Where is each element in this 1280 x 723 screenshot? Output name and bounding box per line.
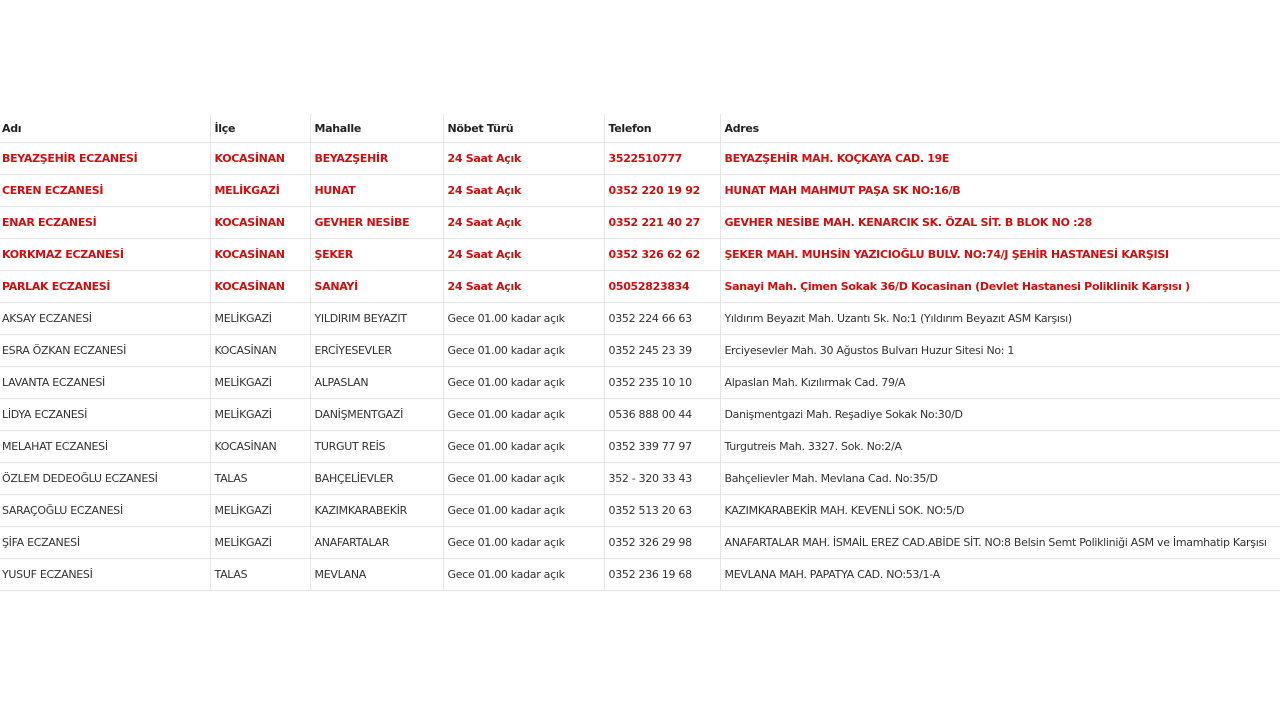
pharmacy-table-container: [0, 114, 1280, 591]
phone-cell: 0352 245 23 39: [604, 335, 720, 367]
table-body: [0, 143, 1280, 591]
table-row: [0, 271, 1280, 303]
address-cell: Danişmentgazi Mah. Reşadiye Sokak No:30/D: [720, 399, 1280, 431]
district-cell: MELİKGAZİ: [210, 303, 310, 335]
pharmacy-name-cell: MELAHAT ECZANESİ: [0, 431, 210, 463]
phone-cell: 0352 221 40 27: [604, 207, 720, 239]
phone-cell: 0352 339 77 97: [604, 431, 720, 463]
pharmacy-table: [0, 114, 1280, 591]
pharmacy-name-cell: ENAR ECZANESİ: [0, 207, 210, 239]
column-header-phone: Telefon: [604, 114, 720, 143]
address-cell: HUNAT MAH MAHMUT PAŞA SK NO:16/B: [720, 175, 1280, 207]
duty-type-cell: Gece 01.00 kadar açık: [443, 431, 604, 463]
district-cell: KOCASİNAN: [210, 431, 310, 463]
table-row: [0, 303, 1280, 335]
pharmacy-name-cell: ESRA ÖZKAN ECZANESİ: [0, 335, 210, 367]
district-cell: KOCASİNAN: [210, 239, 310, 271]
phone-cell: 352 - 320 33 43: [604, 463, 720, 495]
neighborhood-cell: SANAYİ: [310, 271, 443, 303]
pharmacy-name-cell: AKSAY ECZANESİ: [0, 303, 210, 335]
neighborhood-cell: ERCİYESEVLER: [310, 335, 443, 367]
address-cell: MEVLANA MAH. PAPATYA CAD. NO:53/1-A: [720, 559, 1280, 591]
duty-type-cell: 24 Saat Açık: [443, 271, 604, 303]
district-cell: MELİKGAZİ: [210, 367, 310, 399]
duty-type-cell: 24 Saat Açık: [443, 143, 604, 175]
table-row: [0, 367, 1280, 399]
pharmacy-name-cell: BEYAZŞEHİR ECZANESİ: [0, 143, 210, 175]
neighborhood-cell: YILDIRIM BEYAZIT: [310, 303, 443, 335]
duty-type-cell: 24 Saat Açık: [443, 239, 604, 271]
district-cell: MELİKGAZİ: [210, 175, 310, 207]
table-row: [0, 463, 1280, 495]
neighborhood-cell: TURGUT REİS: [310, 431, 443, 463]
pharmacy-name-cell: LİDYA ECZANESİ: [0, 399, 210, 431]
district-cell: MELİKGAZİ: [210, 495, 310, 527]
duty-type-cell: 24 Saat Açık: [443, 175, 604, 207]
phone-cell: 0352 236 19 68: [604, 559, 720, 591]
address-cell: Alpaslan Mah. Kızılırmak Cad. 79/A: [720, 367, 1280, 399]
neighborhood-cell: ALPASLAN: [310, 367, 443, 399]
neighborhood-cell: HUNAT: [310, 175, 443, 207]
neighborhood-cell: MEVLANA: [310, 559, 443, 591]
duty-type-cell: Gece 01.00 kadar açık: [443, 559, 604, 591]
table-row: [0, 495, 1280, 527]
table-row: [0, 335, 1280, 367]
table-row: [0, 527, 1280, 559]
address-cell: Turgutreis Mah. 3327. Sok. No:2/A: [720, 431, 1280, 463]
table-row: [0, 143, 1280, 175]
address-cell: ŞEKER MAH. MUHSİN YAZICIOĞLU BULV. NO:74/J ŞEHİR HASTANESİ KARŞISI: [720, 239, 1280, 271]
pharmacy-name-cell: ÖZLEM DEDEOĞLU ECZANESİ: [0, 463, 210, 495]
column-header-address: Adres: [720, 114, 1280, 143]
duty-type-cell: Gece 01.00 kadar açık: [443, 367, 604, 399]
table-row: [0, 431, 1280, 463]
district-cell: KOCASİNAN: [210, 207, 310, 239]
district-cell: KOCASİNAN: [210, 143, 310, 175]
duty-type-cell: Gece 01.00 kadar açık: [443, 527, 604, 559]
district-cell: KOCASİNAN: [210, 335, 310, 367]
address-cell: Yıldırım Beyazıt Mah. Uzantı Sk. No:1 (Yıldırım Beyazıt ASM Karşısı): [720, 303, 1280, 335]
phone-cell: 0352 220 19 92: [604, 175, 720, 207]
pharmacy-name-cell: PARLAK ECZANESİ: [0, 271, 210, 303]
district-cell: MELİKGAZİ: [210, 399, 310, 431]
neighborhood-cell: BAHÇELİEVLER: [310, 463, 443, 495]
district-cell: MELİKGAZİ: [210, 527, 310, 559]
address-cell: GEVHER NESİBE MAH. KENARCIK SK. ÖZAL SİT. B BLOK NO :28: [720, 207, 1280, 239]
table-row: [0, 175, 1280, 207]
pharmacy-name-cell: YUSUF ECZANESİ: [0, 559, 210, 591]
duty-type-cell: 24 Saat Açık: [443, 207, 604, 239]
neighborhood-cell: ANAFARTALAR: [310, 527, 443, 559]
duty-type-cell: Gece 01.00 kadar açık: [443, 495, 604, 527]
neighborhood-cell: ŞEKER: [310, 239, 443, 271]
table-header-row: [0, 114, 1280, 143]
address-cell: Sanayi Mah. Çimen Sokak 36/D Kocasinan (Devlet Hastanesi Poliklinik Karşısı ): [720, 271, 1280, 303]
table-row: [0, 399, 1280, 431]
phone-cell: 0352 235 10 10: [604, 367, 720, 399]
duty-type-cell: Gece 01.00 kadar açık: [443, 335, 604, 367]
phone-cell: 0352 224 66 63: [604, 303, 720, 335]
neighborhood-cell: DANİŞMENTGAZİ: [310, 399, 443, 431]
phone-cell: 05052823834: [604, 271, 720, 303]
neighborhood-cell: KAZIMKARABEKİR: [310, 495, 443, 527]
district-cell: TALAS: [210, 463, 310, 495]
column-header-neighborhood: Mahalle: [310, 114, 443, 143]
phone-cell: 0352 326 62 62: [604, 239, 720, 271]
duty-type-cell: Gece 01.00 kadar açık: [443, 463, 604, 495]
table-row: [0, 207, 1280, 239]
address-cell: Erciyesevler Mah. 30 Ağustos Bulvarı Huzur Sitesi No: 1: [720, 335, 1280, 367]
phone-cell: 0352 513 20 63: [604, 495, 720, 527]
address-cell: Bahçelievler Mah. Mevlana Cad. No:35/D: [720, 463, 1280, 495]
neighborhood-cell: BEYAZŞEHİR: [310, 143, 443, 175]
district-cell: KOCASİNAN: [210, 271, 310, 303]
phone-cell: 3522510777: [604, 143, 720, 175]
district-cell: TALAS: [210, 559, 310, 591]
pharmacy-name-cell: LAVANTA ECZANESİ: [0, 367, 210, 399]
pharmacy-name-cell: ŞİFA ECZANESİ: [0, 527, 210, 559]
duty-type-cell: Gece 01.00 kadar açık: [443, 303, 604, 335]
column-header-name: Adı: [0, 114, 210, 143]
pharmacy-name-cell: CEREN ECZANESİ: [0, 175, 210, 207]
table-row: [0, 239, 1280, 271]
phone-cell: 0536 888 00 44: [604, 399, 720, 431]
neighborhood-cell: GEVHER NESİBE: [310, 207, 443, 239]
phone-cell: 0352 326 29 98: [604, 527, 720, 559]
table-row: [0, 559, 1280, 591]
column-header-district: İlçe: [210, 114, 310, 143]
column-header-duty-type: Nöbet Türü: [443, 114, 604, 143]
duty-type-cell: Gece 01.00 kadar açık: [443, 399, 604, 431]
pharmacy-name-cell: KORKMAZ ECZANESİ: [0, 239, 210, 271]
address-cell: BEYAZŞEHİR MAH. KOÇKAYA CAD. 19E: [720, 143, 1280, 175]
address-cell: KAZIMKARABEKİR MAH. KEVENLİ SOK. NO:5/D: [720, 495, 1280, 527]
pharmacy-name-cell: SARAÇOĞLU ECZANESİ: [0, 495, 210, 527]
address-cell: ANAFARTALAR MAH. İSMAİL EREZ CAD.ABİDE SİT. NO:8 Belsin Semt Polikliniği ASM ve İmamhatip Karşısı: [720, 527, 1280, 559]
